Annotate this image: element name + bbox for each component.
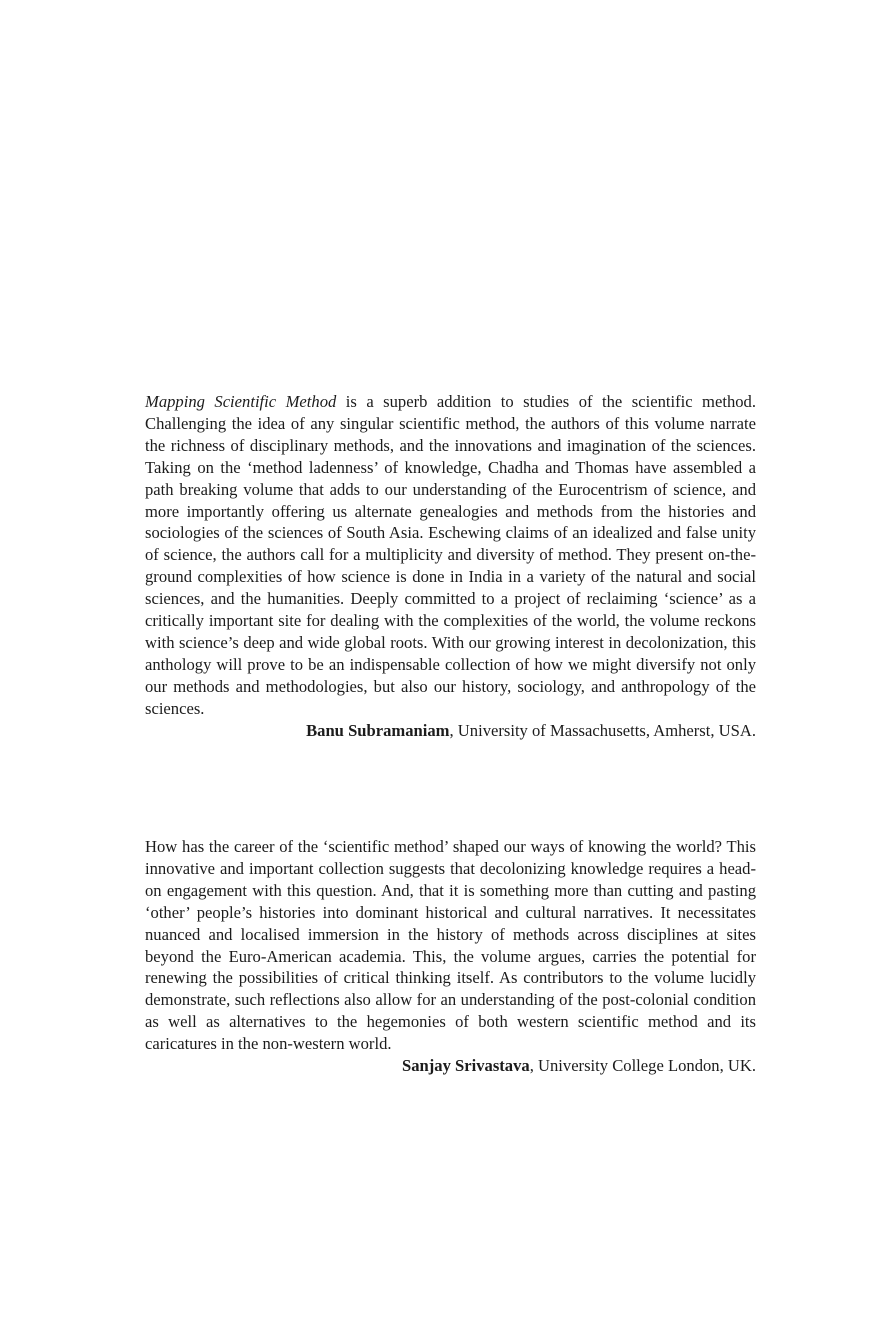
endorser-affiliation: , University of Massachusetts, Amherst, USA. xyxy=(449,720,756,740)
endorsement-attribution xyxy=(145,1055,756,1077)
endorsement-2 xyxy=(145,836,756,1077)
endorsement-text xyxy=(145,836,756,1055)
book-title: Mapping Scientific Method xyxy=(145,392,337,411)
endorsement-body: is a superb addition to studies of the scientific method. Challenging the idea of any singular scientific method, the authors of this volume narrate the richness of disciplinary methods, and the innovations and imagination of the sciences. Taking on the ‘method ladenness’ of knowledge, Chadha and Thomas have assembled a path breaking volume that adds to our understanding of the Eurocentrism of science, and more importantly offering us alternate genealogies and methods from the histories and sociologies of the sciences of South Asia. Eschewing claims of an idealized and false unity of science, the authors call for a multiplicity and diversity of method. They present on-the-ground complexities of how science is done in India in a variety of the natural and social sciences, and the humanities. Deeply committed to a project of reclaiming ‘science’ as a critically important site for dealing with the complexities of the world, the volume reckons with science’s deep and wide global roots. With our growing interest in decolonization, this anthology will prove to be an indispensable collection of how we might diversify not only our methods and methodologies, but also our history, sociology, and anthropology of the sciences. xyxy=(145,392,756,718)
endorsement-1 xyxy=(145,391,756,742)
endorser-name: Banu Subramaniam xyxy=(306,720,450,740)
endorser-affiliation: , University College London, UK. xyxy=(529,1056,756,1076)
endorsement-body: How has the career of the ‘scientific method’ shaped our ways of knowing the world? This innovative and important collection suggests that decolonizing knowledge requires a head-on engagement with this question. And, that it is something more than cutting and pasting ‘other’ people’s histories into dominant historical and cultural narratives. It necessitates nuanced and localised immersion in the history of methods across disciplines at sites beyond the Euro-American academia. This, the volume argues, carries the potential for renewing the possibilities of critical thinking itself. As contributors to the volume lucidly demonstrate, such reflections also allow for an understanding of the post-colonial condition as well as alternatives to the hegemonies of both western scientific method and its caricatures in the non-western world. xyxy=(145,837,756,1054)
endorser-name: Sanjay Srivastava xyxy=(402,1056,530,1076)
endorsement-attribution xyxy=(145,720,756,742)
endorsement-text xyxy=(145,391,756,720)
